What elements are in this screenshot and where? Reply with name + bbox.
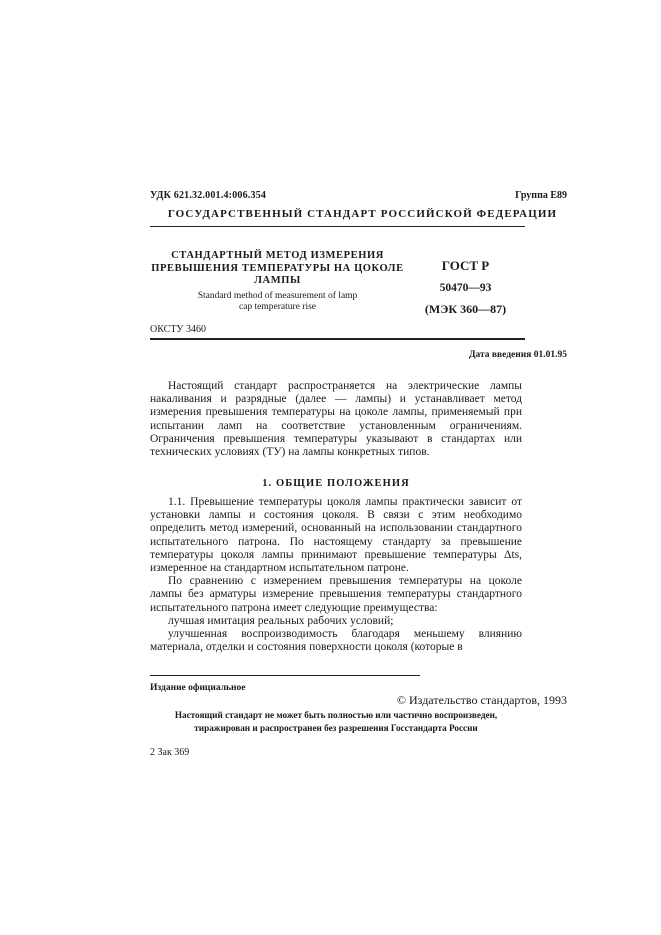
- copyright: © Издательство стандартов, 1993: [396, 693, 567, 707]
- group-code: Группа Е89: [515, 190, 567, 201]
- english-title: [150, 291, 405, 313]
- paragraph-comparison: По сравнению с измерением превышения температуры на цоколе лампы без арматуры измерение превышения температуры стандартного испытательного патрона имеет следующие преимущества:: [150, 575, 522, 614]
- english-title-line: Standard method of measurement of lamp: [197, 291, 358, 301]
- gost-designation: [408, 258, 523, 317]
- order-number: 2 Зак 369: [150, 747, 190, 758]
- title-line: СТАНДАРТНЫЙ МЕТОД ИЗМЕРЕНИЯ: [171, 250, 384, 261]
- intro-section: [150, 380, 522, 459]
- standard-title: ГОСУДАРСТВЕННЫЙ СТАНДАРТ РОССИЙСКОЙ ФЕДЕРАЦИИ: [167, 208, 558, 220]
- iec-reference: (МЭК 360—87): [424, 302, 507, 316]
- title-line: ПРЕВЫШЕНИЯ ТЕМПЕРАТУРЫ НА ЦОКОЛЕ: [151, 262, 404, 274]
- reproduction-notice: [150, 709, 522, 735]
- edition-label: Издание официальное: [150, 683, 246, 693]
- title-line: ЛАМПЫ: [254, 275, 301, 286]
- gost-number: 50470—93: [439, 282, 492, 294]
- notice-line: Настоящий стандарт не может быть полностью или частично воспроизведен,: [174, 710, 498, 720]
- list-item: улучшенная воспроизводимость благодаря меньшему влиянию материала, отделки и состояния поверхности цоколя (которые в: [150, 628, 522, 654]
- paragraph-1-1: 1.1. Превышение температуры цоколя лампы практически зависит от установки лампы и состояния цоколя. В связи с этим необходимо определить метод измерений, основанный на использовании стандартного испытательного патрона. По настоящему стандарту за превышение температуры цоколя лампы принимают превышение температуры Δts, измеренное на стандартном испытательном патроне.: [150, 496, 522, 575]
- notice-line: тиражирован и распространен без разрешения Госстандарта России: [194, 723, 478, 733]
- okstu-code: ОКСТУ 3460: [150, 324, 207, 335]
- section-body: [150, 496, 522, 654]
- intro-paragraph: Настоящий стандарт распространяется на электрические лампы накаливания и разрядные (далее — лампы) и устанавливает метод измерения превышения температуры на цоколе лампы, применяемый при испытании ламп на соответствие установленным ограничениям. Ограничения превышения температуры указывают в стандартах или технических условиях (ТУ) на лампы конкретных типов.: [150, 380, 522, 459]
- divider-top: [150, 226, 525, 227]
- list-item: лучшая имитация реальных рабочих условий;: [168, 614, 394, 627]
- gost-label: ГОСТ Р: [441, 258, 490, 273]
- section-heading: 1. ОБЩИЕ ПОЛОЖЕНИЯ: [262, 478, 410, 489]
- udk-code: УДК 621.32.001.4:006.354: [150, 190, 267, 201]
- divider-footer: [150, 675, 420, 676]
- introduction-date: Дата введения 01.01.95: [468, 350, 567, 360]
- document-title: [150, 250, 405, 288]
- divider-okstu: [150, 338, 525, 340]
- english-title-line: cap temperature rise: [238, 302, 316, 312]
